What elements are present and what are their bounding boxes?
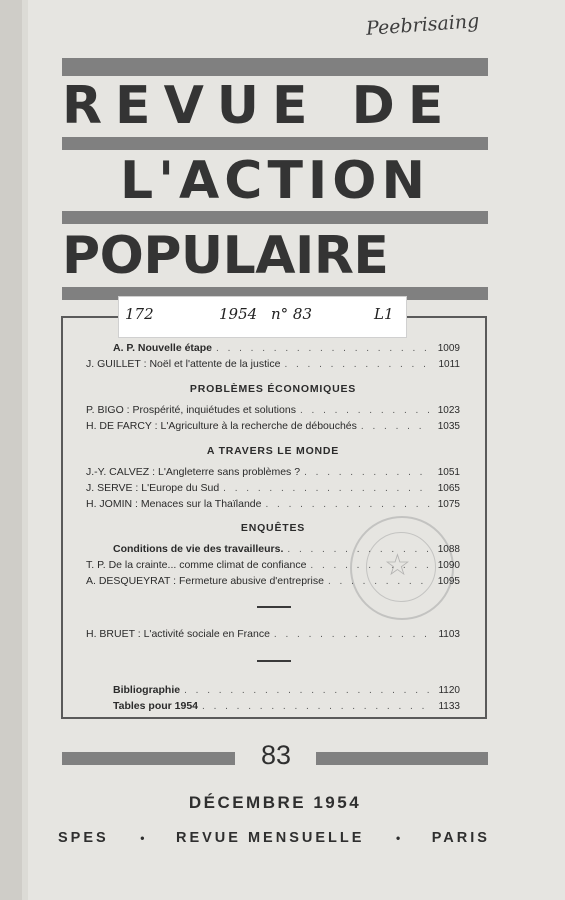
toc-entry-serve: J. SERVE : L'Europe du Sud . . . 1065	[86, 482, 460, 498]
title-bar-2	[62, 137, 488, 150]
toc-entry-tables: Tables pour 1954 . . . 1133	[113, 700, 460, 716]
issue-bar-left	[62, 752, 235, 765]
title-line-3: POPULAIRE	[62, 226, 389, 286]
title-line-1: REVUE DE	[62, 76, 457, 136]
label-year: 1954	[219, 305, 258, 323]
toc-entry-bibliographie: Bibliographie . . . 1120	[113, 684, 460, 700]
footer-city: PARIS	[431, 830, 490, 846]
label-number: 172	[125, 305, 154, 323]
table-of-contents-frame	[61, 316, 487, 719]
divider-1	[257, 606, 291, 608]
toc-entry-guillet: J. GUILLET : Noël et l'attente de la justice . . . 1011	[86, 358, 460, 374]
toc-entry-jomin: H. JOMIN : Menaces sur la Thaïlande . . . 1075	[86, 498, 460, 514]
library-label	[118, 296, 407, 338]
section-heading-enquetes: ENQUÊTES	[240, 522, 306, 534]
toc-entry-ap: A. P. Nouvelle étape . . . 1009	[113, 342, 460, 358]
handwritten-signature: Peebrisaing	[365, 10, 480, 40]
footer-frequency: REVUE MENSUELLE	[175, 830, 365, 846]
bullet-separator-2: •	[395, 831, 401, 845]
page-edge-shadow	[22, 0, 28, 900]
issue-bar-right	[316, 752, 488, 765]
section-heading-monde: A TRAVERS LE MONDE	[206, 445, 340, 457]
title-bar-1	[62, 58, 488, 76]
label-issue: n° 83	[271, 305, 313, 323]
label-code: L1	[374, 305, 394, 323]
section-heading-economiques: PROBLÈMES ÉCONOMIQUES	[189, 383, 357, 395]
toc-entry-tp: T. P. De la crainte... comme climat de confiance . . . 1090	[86, 559, 460, 575]
toc-entry-conditions: Conditions de vie des travailleurs. . . . 1088	[113, 543, 460, 559]
toc-entry-bruet: H. BRUET : L'activité sociale en France . . . 1103	[86, 628, 460, 644]
publisher-footer	[58, 830, 490, 846]
footer-publisher: SPES	[58, 830, 109, 846]
page-edge	[0, 0, 22, 900]
bullet-separator-1: •	[140, 831, 145, 845]
issue-number: 83	[260, 740, 292, 770]
star-icon: ☆	[384, 549, 411, 582]
issue-date: DÉCEMBRE 1954	[188, 793, 362, 812]
divider-2	[257, 660, 291, 662]
toc-entry-calvez: J.-Y. CALVEZ : L'Angleterre sans problèmes ? . . . 1051	[86, 466, 460, 482]
toc-entry-defarcy: H. DE FARCY : L'Agriculture à la recherche de débouchés . . . 1035	[86, 420, 460, 436]
title-bar-3	[62, 211, 488, 224]
title-line-2: L'ACTION	[119, 151, 430, 211]
toc-entry-bigo: P. BIGO : Prospérité, inquiétudes et solutions . . . 1023	[86, 404, 460, 420]
toc-entry-desqueyrat: A. DESQUEYRAT : Fermeture abusive d'entreprise . . . 1095	[86, 575, 460, 591]
